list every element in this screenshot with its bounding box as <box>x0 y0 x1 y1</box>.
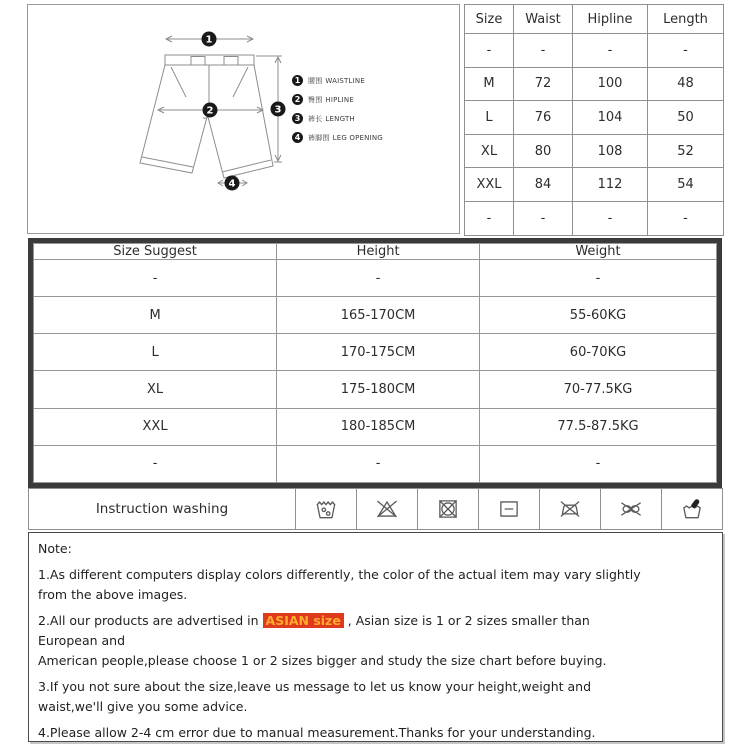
size-suggest-table <box>33 243 717 483</box>
note-line <box>38 723 714 742</box>
note-text: 2.All our products are advertised in <box>38 613 263 628</box>
table-cell: - <box>573 34 648 68</box>
legend-en: WAISTLINE <box>325 76 365 85</box>
note-line <box>38 651 714 671</box>
legend-zh: 腰围 <box>308 76 323 85</box>
hand-wash-icon <box>662 489 722 529</box>
washing-instructions-row <box>28 488 723 530</box>
table-cell: L <box>465 101 514 135</box>
legend-en: HIPLINE <box>325 95 354 104</box>
table-row <box>465 34 724 68</box>
wash-tub-icon <box>296 489 357 529</box>
legend-item-leg-opening <box>292 132 383 143</box>
marker-3: 3 <box>274 104 282 116</box>
note-text: 4.Please allow 2-4 cm error due to manual measurement.Thanks for your understanding. <box>38 725 596 740</box>
table-cell: - <box>648 34 724 68</box>
note-line <box>38 611 714 631</box>
note-line <box>38 585 714 605</box>
table-cell: 165-170CM <box>277 297 480 334</box>
note-text: 1.As different computers display colors differently, the color of the actual item may vary slightly <box>38 567 641 582</box>
table-cell: - <box>479 445 716 482</box>
legend-item-length <box>292 113 383 124</box>
table-row <box>465 67 724 101</box>
circled-1-icon: 1 <box>292 75 303 86</box>
table-row <box>34 260 717 297</box>
table-cell: XL <box>465 134 514 168</box>
header-row <box>465 5 724 34</box>
table-cell: - <box>465 34 514 68</box>
header-cell: Size <box>465 5 514 34</box>
table-cell: 76 <box>514 101 573 135</box>
asian-size-highlight: ASIAN size <box>263 613 344 628</box>
header-cell: Height <box>277 244 480 260</box>
table-cell: - <box>465 201 514 235</box>
table-cell: M <box>34 297 277 334</box>
washing-label: Instruction washing <box>29 489 296 529</box>
legend-item-waistline <box>292 75 383 86</box>
circled-3-icon: 3 <box>292 113 303 124</box>
table-cell: 100 <box>573 67 648 101</box>
header-cell: Size Suggest <box>34 244 277 260</box>
table-row <box>465 168 724 202</box>
note-text: 3.If you not sure about the size,leave us message to let us know your height,weight and <box>38 679 592 694</box>
note-line <box>38 539 714 559</box>
table-cell: - <box>277 445 480 482</box>
table-cell: 48 <box>648 67 724 101</box>
legend-zh: 臀围 <box>308 95 323 104</box>
table-cell: 52 <box>648 134 724 168</box>
do-not-tumble-dry-icon <box>418 489 479 529</box>
note-text: waist,we'll give you some advice. <box>38 699 248 714</box>
note-text: American people,please choose 1 or 2 sizes bigger and study the size chart before buying. <box>38 653 607 668</box>
table-cell: - <box>34 260 277 297</box>
table-cell: 50 <box>648 101 724 135</box>
note-text: , Asian size is 1 or 2 sizes smaller than <box>343 613 590 628</box>
table-cell: 104 <box>573 101 648 135</box>
note-line <box>38 631 714 651</box>
circled-4-icon: 4 <box>292 132 303 143</box>
table-cell: XXL <box>34 408 277 445</box>
measurement-legend <box>292 75 383 151</box>
do-not-iron-icon <box>540 489 601 529</box>
table-cell: - <box>479 260 716 297</box>
header-cell: Waist <box>514 5 573 34</box>
table-row <box>465 101 724 135</box>
measurement-diagram-box <box>27 4 460 234</box>
table-cell: 84 <box>514 168 573 202</box>
size-suggest-box <box>28 238 722 488</box>
table-row <box>34 297 717 334</box>
table-cell: XXL <box>465 168 514 202</box>
note-text: European and <box>38 633 126 648</box>
table-cell: 180-185CM <box>277 408 480 445</box>
legend-zh: 裤脚围 <box>308 133 330 142</box>
table-cell: L <box>34 334 277 371</box>
table-cell: 108 <box>573 134 648 168</box>
table-cell: 80 <box>514 134 573 168</box>
header-cell: Hipline <box>573 5 648 34</box>
table-cell: 70-77.5KG <box>479 371 716 408</box>
table-row <box>34 445 717 482</box>
do-not-wring-icon <box>601 489 662 529</box>
table-row <box>34 408 717 445</box>
table-cell: 55-60KG <box>479 297 716 334</box>
header-row <box>34 244 717 260</box>
circled-2-icon: 2 <box>292 94 303 105</box>
table-cell: - <box>573 201 648 235</box>
size-table <box>464 4 724 236</box>
table-row <box>34 334 717 371</box>
table-cell: - <box>514 201 573 235</box>
table-cell: 60-70KG <box>479 334 716 371</box>
table-cell: - <box>277 260 480 297</box>
table-cell: - <box>514 34 573 68</box>
note-box <box>28 532 723 742</box>
table-cell: 112 <box>573 168 648 202</box>
note-line <box>38 565 714 585</box>
note-text: from the above images. <box>38 587 188 602</box>
table-cell: XL <box>34 371 277 408</box>
table-cell: - <box>34 445 277 482</box>
table-cell: 77.5-87.5KG <box>479 408 716 445</box>
marker-4: 4 <box>228 178 236 190</box>
table-cell: 54 <box>648 168 724 202</box>
table-cell: M <box>465 67 514 101</box>
note-line <box>38 677 714 697</box>
dry-flat-icon <box>479 489 540 529</box>
note-line <box>38 697 714 717</box>
do-not-bleach-icon <box>357 489 418 529</box>
marker-2: 2 <box>206 105 214 117</box>
table-row <box>465 134 724 168</box>
legend-en: LEG OPENING <box>332 133 383 142</box>
shorts-diagram-icon <box>28 5 461 235</box>
legend-en: LENGTH <box>325 114 355 123</box>
table-row <box>465 201 724 235</box>
table-cell: 170-175CM <box>277 334 480 371</box>
legend-zh: 裤长 <box>308 114 323 123</box>
table-cell: - <box>648 201 724 235</box>
table-cell: 72 <box>514 67 573 101</box>
table-cell: 175-180CM <box>277 371 480 408</box>
header-cell: Weight <box>479 244 716 260</box>
table-row <box>34 371 717 408</box>
header-cell: Length <box>648 5 724 34</box>
note-text: Note: <box>38 541 72 556</box>
legend-item-hipline <box>292 94 383 105</box>
marker-1: 1 <box>205 34 213 46</box>
